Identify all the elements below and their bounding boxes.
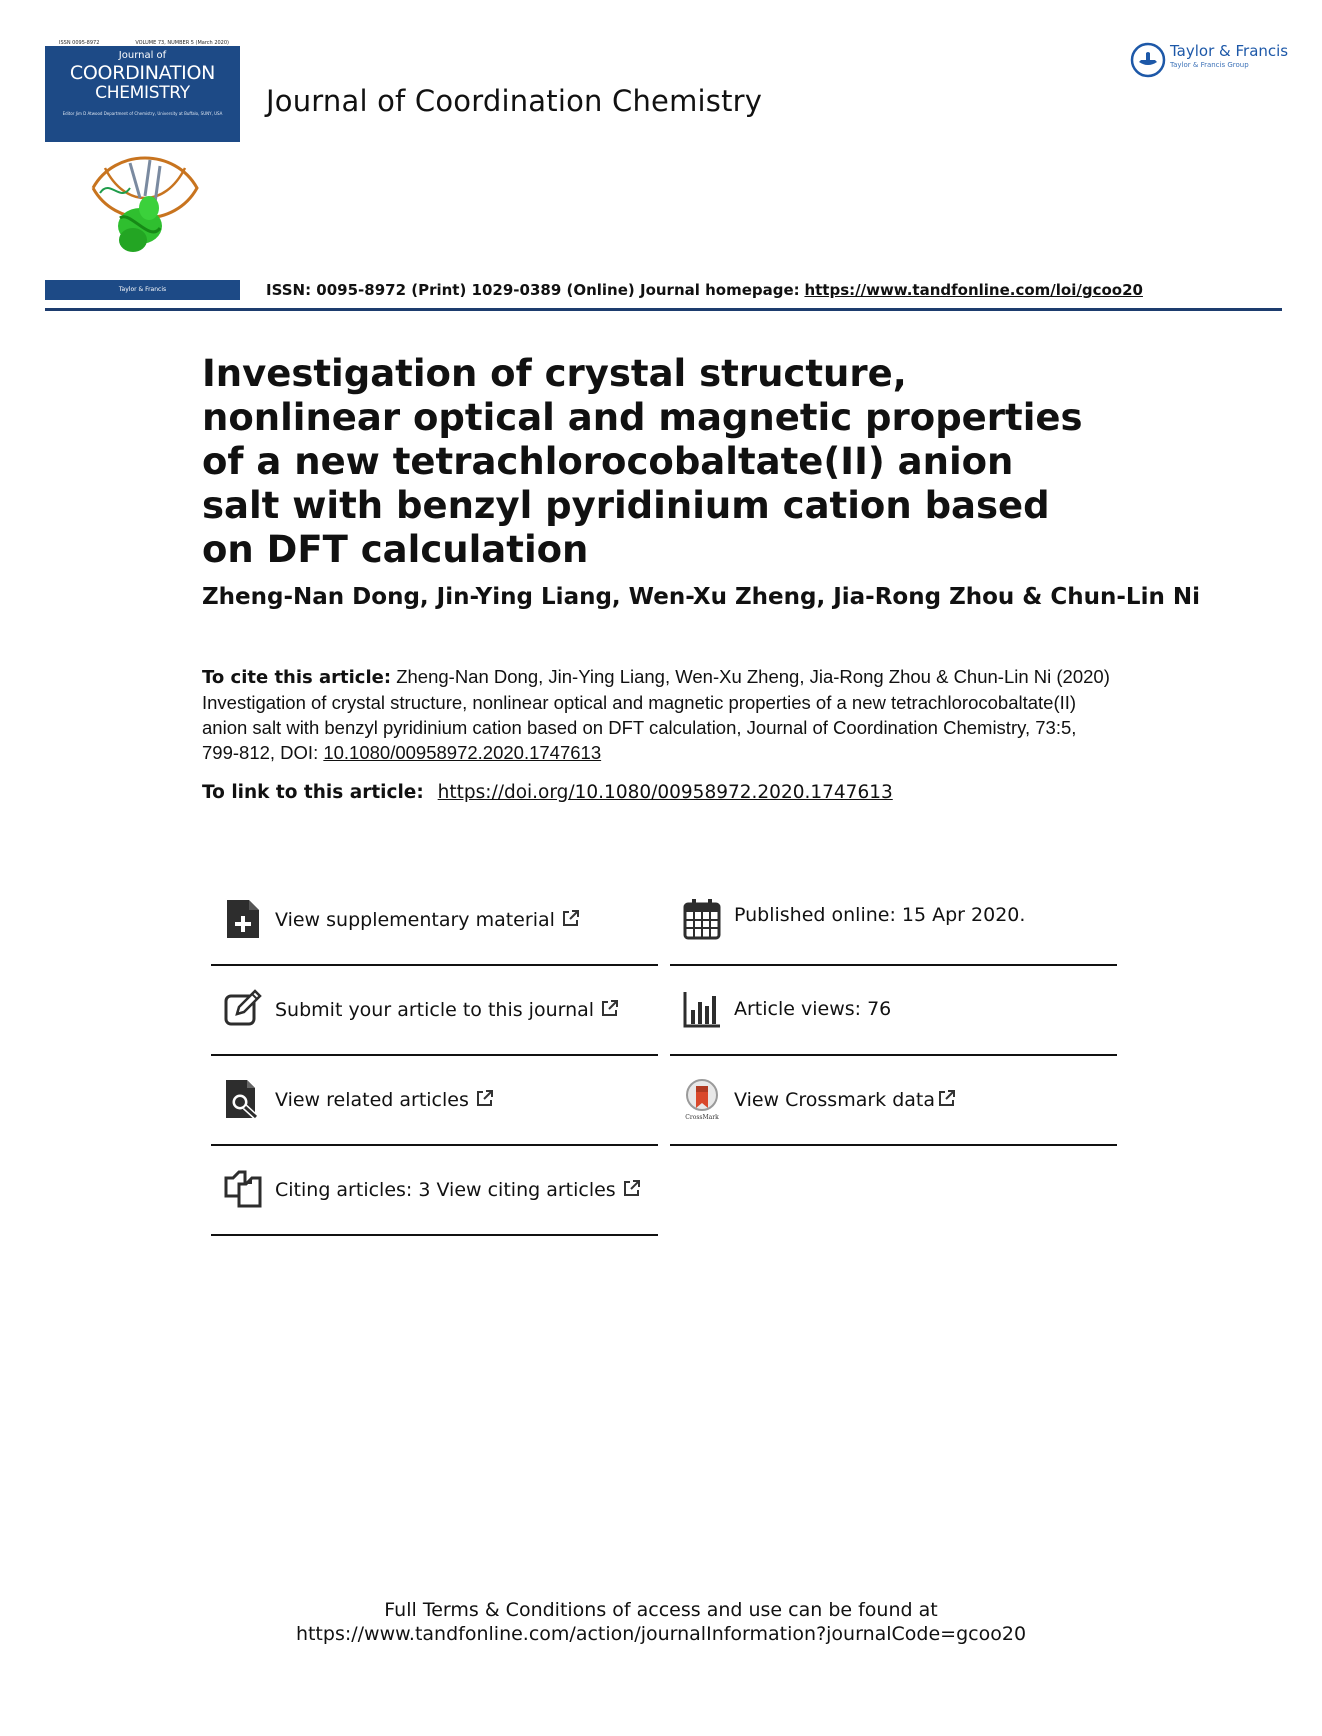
citation-label: To cite this article: <box>202 667 392 688</box>
published-online-date: Published online: 15 Apr 2020. <box>734 904 1026 926</box>
related-articles-label: View related articles <box>275 1089 469 1111</box>
citing-articles-cell[interactable] <box>211 1146 658 1236</box>
crossmark-label: View Crossmark data <box>734 1089 936 1111</box>
article-views-cell <box>670 966 1117 1056</box>
external-link-icon <box>561 908 581 928</box>
journal-homepage-link[interactable]: https://www.tandfonline.com/loi/gcoo20 <box>804 281 1143 299</box>
supplementary-material-label: View supplementary material <box>275 909 555 931</box>
cover-volume: VOLUME 73, NUMBER 5 (March 2020) <box>135 40 229 46</box>
crossmark-link[interactable] <box>734 1088 957 1111</box>
supplementary-material-cell[interactable] <box>211 876 658 966</box>
external-link-icon <box>622 1178 642 1198</box>
search-document-icon <box>223 1078 263 1120</box>
terms-footer <box>0 1598 1322 1646</box>
publisher-group: Taylor & Francis Group <box>1170 61 1249 69</box>
cover-title-line2: CHEMISTRY <box>95 83 190 103</box>
cover-title-line1: COORDINATION <box>69 62 216 84</box>
article-doi-link[interactable]: https://doi.org/10.1080/00958972.2020.1747613 <box>437 782 893 803</box>
terms-line1: Full Terms & Conditions of access and use can be found at <box>384 1599 938 1621</box>
related-articles-link[interactable] <box>275 1088 495 1111</box>
citing-articles-link[interactable] <box>275 1178 642 1201</box>
article-link-block <box>202 782 893 803</box>
related-articles-cell[interactable] <box>211 1056 658 1146</box>
supplementary-material-link[interactable] <box>275 908 581 931</box>
copy-documents-icon <box>223 1168 263 1210</box>
published-online-cell <box>670 876 1117 966</box>
article-authors: Zheng-Nan Dong, Jin-Ying Liang, Wen-Xu Zheng, Jia-Rong Zhou & Chun-Lin Ni <box>202 584 1200 610</box>
bar-chart-icon <box>682 988 722 1030</box>
edit-icon <box>223 988 263 1030</box>
article-link-label: To link to this article: <box>202 782 424 803</box>
article-views-count: Article views: 76 <box>734 998 892 1020</box>
external-link-icon <box>937 1088 957 1108</box>
header-divider <box>45 308 1282 311</box>
journal-cover <box>45 38 240 300</box>
cover-molecule-image <box>85 148 205 263</box>
journal-title: Journal of Coordination Chemistry <box>266 84 763 118</box>
citation-block <box>202 664 1112 765</box>
crossmark-icon <box>682 1078 722 1120</box>
calendar-icon <box>682 898 722 940</box>
taylor-francis-logo[interactable] <box>1130 40 1290 80</box>
citation-text: Zheng-Nan Dong, Jin-Ying Liang, Wen-Xu Zheng, Jia-Rong Zhou & Chun-Lin Ni (2020) Investigation of crystal structure, nonlinear optical and magnetic properties of a new tetrachlorocobaltate(II) anion salt with benzyl pyridinium cation based on DFT calculation, Journal of Coordination Chemistry, 73:5, 799-812, DOI: <box>202 666 1110 763</box>
terms-url[interactable]: https://www.tandfonline.com/action/journalInformation?journalCode=gcoo20 <box>295 1623 1027 1645</box>
submit-article-label: Submit your article to this journal <box>275 999 595 1021</box>
external-link-icon <box>475 1088 495 1108</box>
cover-editor: Editor Jim D Atwood Department of Chemistry, University at Buffalo, SUNY, USA <box>62 111 223 116</box>
external-link-icon <box>600 998 620 1018</box>
cover-journal-of: Journal of <box>118 50 167 61</box>
citing-articles-label: Citing articles: 3 View citing articles <box>275 1179 616 1201</box>
publisher-name: Taylor & Francis <box>1170 42 1289 60</box>
file-plus-icon <box>223 898 263 940</box>
cover-meta <box>59 40 229 46</box>
issn-homepage-line <box>266 281 1143 299</box>
cover-publisher: Taylor & Francis <box>45 280 240 300</box>
submit-article-link[interactable] <box>275 998 620 1021</box>
cover-issn: ISSN 0095-8972 <box>59 40 100 46</box>
crossmark-logo-text: CrossMark <box>685 1114 719 1120</box>
citation-doi-link[interactable]: 10.1080/00958972.2020.1747613 <box>323 742 602 763</box>
publisher-logo-icon <box>1130 42 1166 78</box>
crossmark-cell[interactable] <box>670 1056 1117 1146</box>
submit-article-cell[interactable] <box>211 966 658 1056</box>
issn-label: ISSN: 0095-8972 (Print) 1029-0389 (Online) Journal homepage: <box>266 281 800 299</box>
article-title: Investigation of crystal structure, nonlinear optical and magnetic properties of a new tetrachlorocobaltate(II) anion salt with benzyl pyridinium cation based on DFT calculation <box>202 352 1083 571</box>
